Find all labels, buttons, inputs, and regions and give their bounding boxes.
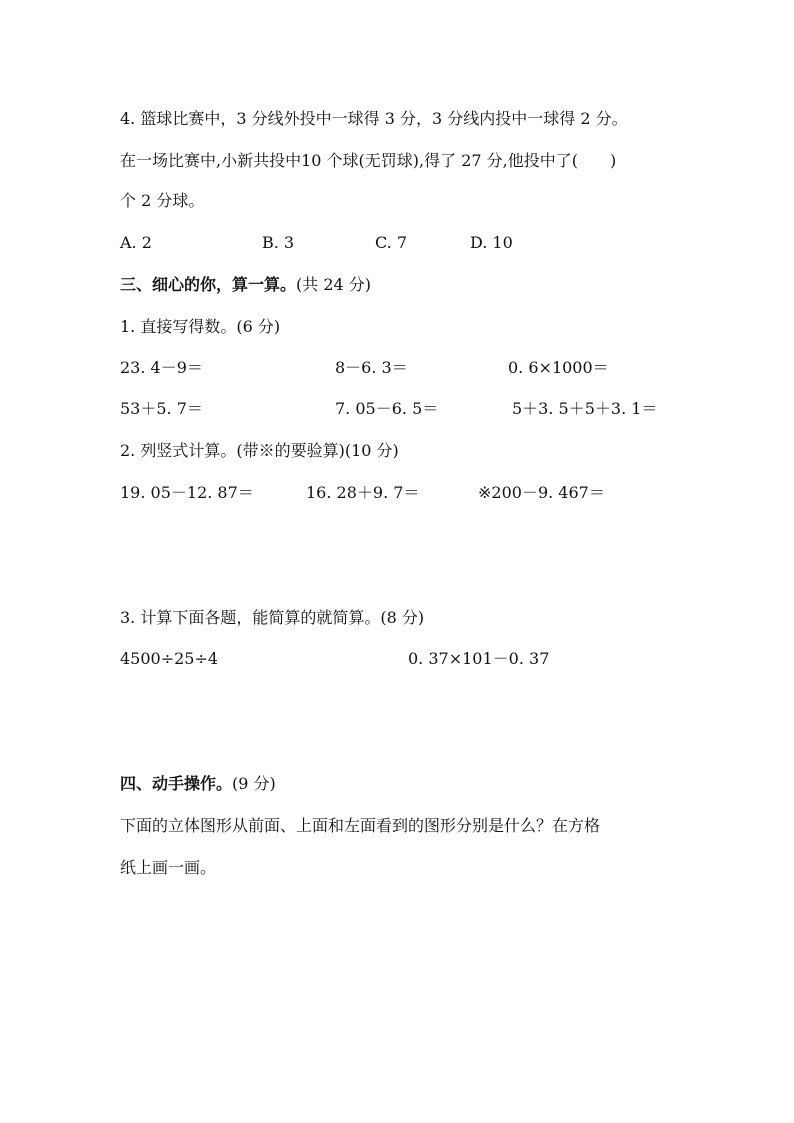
option-c: C. 7 (375, 233, 408, 252)
question-4-line-3: 个 2 分球。 (120, 191, 205, 210)
calc-item: 7. 05－6. 5＝ (335, 399, 439, 418)
question-4-line-2: 在一场比赛中,小新共投中10 个球(无罚球),得了 27 分,他投中了( ) (120, 151, 617, 170)
section-4-heading (120, 773, 276, 795)
option-b: B. 3 (262, 233, 295, 252)
calc-item: 53＋5. 7＝ (120, 399, 203, 418)
section-4-line-2: 纸上画一画。 (120, 858, 217, 877)
calc-item: 23. 4－9＝ (120, 358, 203, 377)
section-3-title: 三、细心的你，算一算。 (120, 275, 297, 294)
option-d: D. 10 (470, 233, 513, 252)
part-1-title: 1. 直接写得数。(6 分) (120, 317, 281, 336)
section-3-heading (120, 274, 371, 296)
section-4-title: 四、动手操作。 (120, 774, 233, 793)
simplify-item: 4500÷25÷4 (120, 649, 219, 668)
calc-item: 8－6. 3＝ (335, 358, 408, 377)
option-a: A. 2 (120, 233, 152, 252)
calc-item: 5＋3. 5＋5＋3. 1＝ (512, 399, 658, 418)
vertical-calc-item: 16. 28＋9. 7＝ (306, 483, 420, 502)
vertical-calc-item: ※200－9. 467＝ (478, 483, 605, 502)
section-4-score: (9 分) (232, 774, 276, 793)
calc-item: 0. 6×1000＝ (508, 358, 609, 377)
part-3-title: 3. 计算下面各题，能简算的就简算。(8 分) (120, 608, 425, 627)
question-4-line-1: 4. 篮球比赛中，3 分线外投中一球得 3 分，3 分线内投中一球得 2 分。 (120, 109, 628, 128)
vertical-calc-item: 19. 05－12. 87＝ (120, 483, 254, 502)
part-2-title: 2. 列竖式计算。(带※的要验算)(10 分) (120, 441, 399, 460)
section-3-score: (共 24 分) (296, 275, 372, 294)
section-4-line-1: 下面的立体图形从前面、上面和左面看到的图形分别是什么？在方格 (120, 816, 601, 835)
simplify-item: 0. 37×101－0. 37 (408, 649, 550, 668)
